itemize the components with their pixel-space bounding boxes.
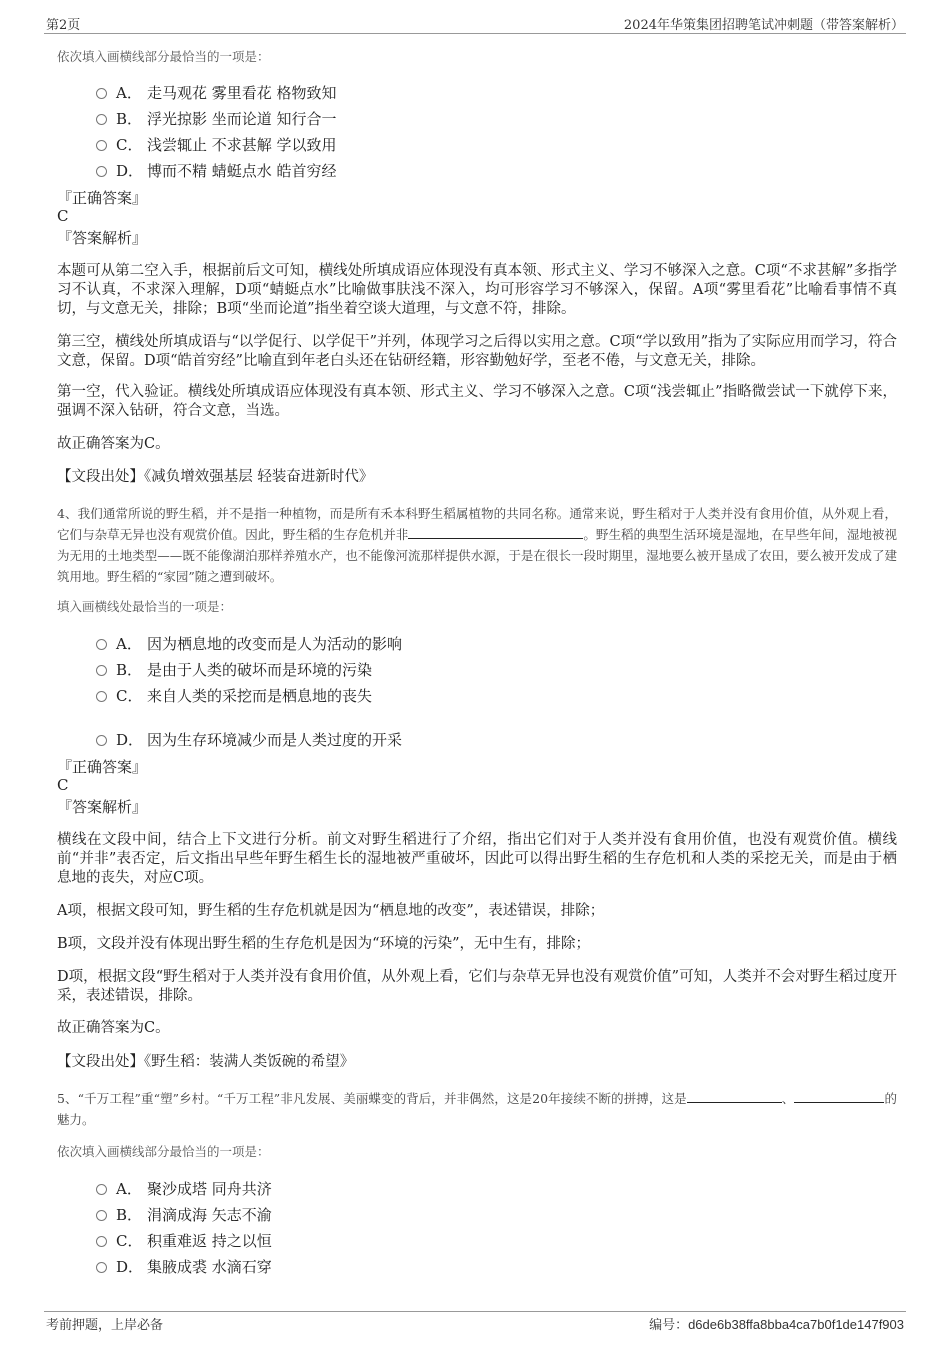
q3-analysis-label: 『答案解析』	[57, 229, 148, 247]
q4-analysis-paragraph: 横线在文段中间，结合上下文进行分析。前文对野生稻进行了介绍，指出它们对于人类并没有食用价值，也没有观赏价值。横线前“并非”表否定，后文指出早些年野生稻生长的湿地被严重破坏，因此可以得出野生稻的生存危机和人类的采挖无关，而是由于栖息地的丧失，对应C项。	[57, 832, 897, 886]
q3-conclusion: 故正确答案为C。	[57, 436, 170, 452]
q4-prompt: 填入画横线处最恰当的一项是：	[57, 599, 233, 614]
radio-icon[interactable]	[96, 1262, 107, 1273]
q3-source: 【文段出处】《减负增效强基层 轻装奋进新时代》	[57, 469, 374, 485]
q5-option-c[interactable]: C． 积重难返 持之以恒	[96, 1230, 272, 1251]
q4-analysis-paragraph: A项，根据文段可知，野生稻的生存危机就是因为“栖息地的改变”，表述错误，排除；	[57, 903, 605, 919]
answer-blank	[794, 1090, 884, 1103]
q4-analysis-paragraph: B项，文段并没有体现出野生稻的生存危机是因为“环境的污染”，无中生有，排除；	[57, 936, 590, 952]
radio-icon[interactable]	[96, 1184, 107, 1195]
radio-icon[interactable]	[96, 88, 107, 99]
radio-icon[interactable]	[96, 166, 107, 177]
footer-slogan: 考前押题，上岸必备	[46, 1318, 164, 1333]
page-number: 第2页	[46, 18, 81, 33]
radio-icon[interactable]	[96, 639, 107, 650]
footer-divider	[44, 1311, 906, 1312]
q5-option-d[interactable]: D． 集腋成裘 水滴石穿	[96, 1256, 272, 1277]
q3-prompt: 依次填入画横线部分最恰当的一项是：	[57, 49, 270, 64]
q5-passage: 5、“千万工程”重“塑”乡村。“千万工程”非凡发展、美丽蝶变的背后，并非偶然，这是20年接续不断的拼搏，这是 、 的魅力。	[57, 1091, 897, 1127]
q4-source: 【文段出处】《野生稻：装满人类饭碗的希望》	[57, 1054, 355, 1070]
q3-option-b[interactable]: B． 浮光掠影 坐而论道 知行合一	[96, 108, 337, 129]
q5-option-a[interactable]: A． 聚沙成塔 同舟共济	[96, 1178, 272, 1199]
q4-analysis-label: 『答案解析』	[57, 798, 148, 816]
document-code	[649, 1314, 904, 1333]
radio-icon[interactable]	[96, 114, 107, 125]
q5-prompt: 依次填入画横线部分最恰当的一项是：	[57, 1144, 270, 1159]
q3-option-a[interactable]: A． 走马观花 雾里看花 格物致知	[96, 82, 337, 103]
q4-passage: 4、我们通常所说的野生稻，并不是指一种植物，而是所有禾本科野生稻属植物的共同名称。通常来说，野生稻对于人类并没有食用价值，从外观上看，它们与杂草无异也没有观赏价值。因此，野生稻的生存危机并非 。野生稻的典型生活环境是湿地，在早些年间，湿地被视为无用的土地类型——既不能像湖泊那样养殖水产，也不能像河流那样提供水源，于是在很长一段时期里，湿地要么被开垦成了农田，要么被开发成了建筑用地。野生稻的“家园”随之遭到破坏。	[57, 506, 897, 584]
q3-analysis-paragraph: 第三空，横线处所填成语与“以学促行、以学促干”并列，体现学习之后得以实用之意。C项“学以致用”指为了实际应用而学习，符合文意，保留。D项“皓首穷经”比喻直到年老白头还在钻研经籍，形容勤勉好学，至老不倦，与文意无关，排除。	[57, 334, 897, 369]
radio-icon[interactable]	[96, 1236, 107, 1247]
document-title: 2024年华策集团招聘笔试冲刺题（带答案解析）	[623, 18, 904, 33]
q3-analysis-paragraph: 本题可从第二空入手，根据前后文可知，横线处所填成语应体现没有真本领、形式主义、学习不够深入之意。C项“不求甚解”多指学习不认真，不求深入理解，D项“蜻蜓点水”比喻做事肤浅不深入，均可形容学习不够深入，保留。A项“雾里看花”比喻看事情不真切，与文意无关，排除；B项“坐而论道”指坐着空谈大道理，与文意不符，排除。	[57, 263, 897, 317]
q3-answer: C	[57, 207, 69, 225]
document-code-value: d6de6b38ffa8bba4ca7b0f1de147f903	[688, 1317, 904, 1332]
answer-blank	[687, 1090, 782, 1103]
radio-icon[interactable]	[96, 665, 107, 676]
q4-option-d[interactable]: D． 因为生存环境减少而是人类过度的开采	[96, 729, 402, 750]
q4-answer: C	[57, 776, 69, 794]
radio-icon[interactable]	[96, 691, 107, 702]
q4-analysis-paragraph: D项，根据文段“野生稻对于人类并没有食用价值，从外观上看，它们与杂草无异也没有观赏价值”可知，人类并不会对野生稻过度开采，表述错误，排除。	[57, 969, 897, 1004]
q3-option-c[interactable]: C． 浅尝辄止 不求甚解 学以致用	[96, 134, 337, 155]
radio-icon[interactable]	[96, 140, 107, 151]
q4-answer-label: 『正确答案』	[57, 758, 148, 776]
q4-option-a[interactable]: A． 因为栖息地的改变而是人为活动的影响	[96, 633, 402, 654]
radio-icon[interactable]	[96, 735, 107, 746]
radio-icon[interactable]	[96, 1210, 107, 1221]
q3-option-d[interactable]: D． 博而不精 蜻蜓点水 皓首穷经	[96, 160, 337, 181]
q4-option-c[interactable]: C． 来自人类的采挖而是栖息地的丧失	[96, 685, 372, 706]
q5-option-b[interactable]: B． 涓滴成海 矢志不渝	[96, 1204, 272, 1225]
header-divider	[44, 33, 906, 34]
q3-answer-label: 『正确答案』	[57, 189, 148, 207]
q4-conclusion: 故正确答案为C。	[57, 1020, 170, 1036]
q3-analysis-paragraph: 第一空，代入验证。横线处所填成语应体现没有真本领、形式主义、学习不够深入之意。C项“浅尝辄止”指略微尝试一下就停下来，强调不深入钻研，符合文意，当选。	[57, 384, 897, 419]
q4-option-b[interactable]: B． 是由于人类的破坏而是环境的污染	[96, 659, 372, 680]
document-code-label: 编号：	[649, 1318, 689, 1333]
answer-blank	[408, 526, 583, 539]
